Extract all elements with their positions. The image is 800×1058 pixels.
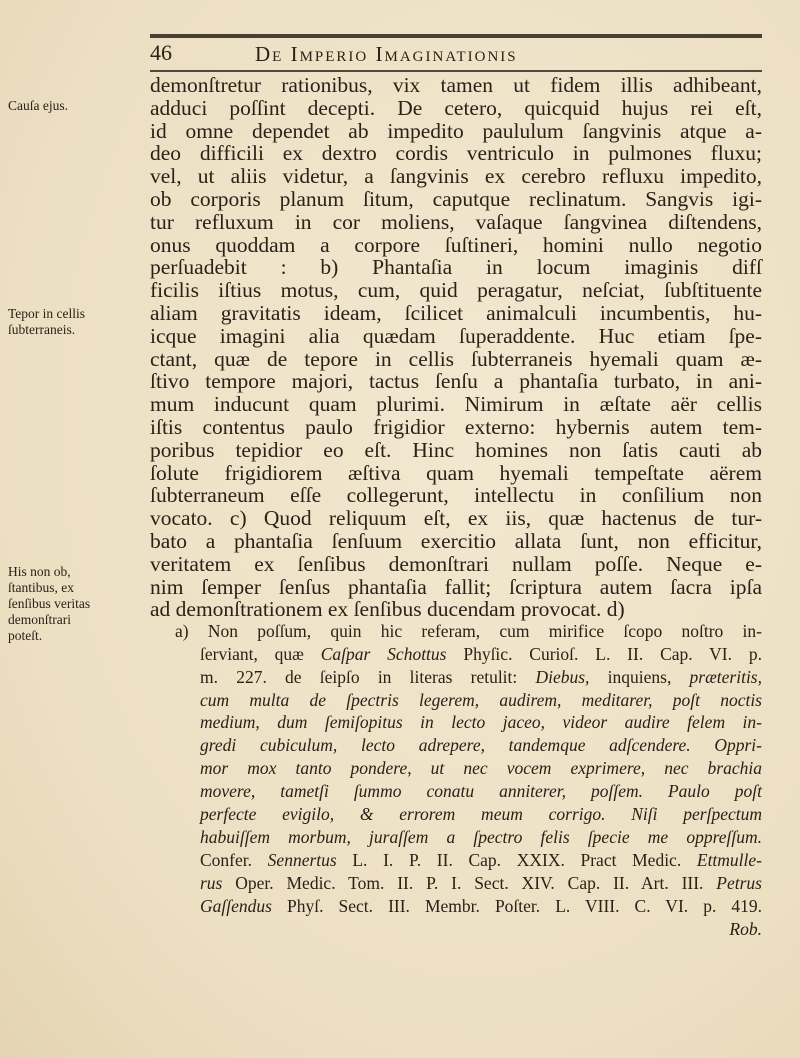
margin-note-line: Cauſa ejus. (8, 98, 68, 113)
text: inquiens, (589, 667, 690, 687)
margin-note-line: demonſtrari (8, 612, 71, 627)
footnote-line (200, 895, 762, 917)
margin-note-line: ſubterraneis. (8, 322, 76, 337)
body-line: bato a phantaſia ſenſuum exercitio allata ſunt, non efficitur, (150, 529, 762, 553)
text: Oper. Medic. Tom. II. P. I. Sect. XIV. Cap. II. Art. III. (222, 873, 717, 893)
text: Phyſ. Sect. III. Membr. Poſter. L. VIII. C. VI. p. 419. (271, 896, 762, 916)
body-line: ficilis iſtius motus, cum, quid peragatur, neſciat, ſubſtituente (150, 278, 762, 303)
body-line: nim ſemper ſenſus phantaſia fallit; ſcriptura autem ſacra ipſa (150, 574, 762, 599)
body-line: ſolute frigidiorem æſtiva quam hyemali tempeſtate aërem (150, 460, 762, 485)
margin-note-causa (8, 98, 148, 114)
page-number: 46 (150, 40, 172, 65)
header-rule-lower (150, 70, 762, 72)
margin-note-line: ſenſibus veritas (8, 596, 91, 611)
quote-text: mor mox tanto pondere, ut nec vocem exprimere, nec brachia (200, 758, 762, 778)
footnote-line (200, 826, 762, 848)
text: ſerviant, quæ (200, 644, 321, 664)
quote-text: habuiſſem morbum, juraſſem a ſpectro felis ſpecie me oppreſſum. (200, 827, 762, 847)
quote-text: gredi cubiculum, lecto adrepere, tandemque adſcendere. Oppri- (200, 735, 762, 755)
catchword-text: Rob. (729, 919, 762, 939)
margin-note-line: ſtantibus, ex (8, 580, 74, 595)
margin-note-his-non (8, 564, 148, 644)
footnote-line (200, 757, 762, 779)
body-line: ctant, quæ de tepore in cellis ſubterraneis hyemali quam æ- (150, 346, 762, 371)
footnote-line (200, 872, 762, 894)
quote-text: movere, tametſi ſummo conatu anniterer, poſſem. Paulo poſt (200, 781, 762, 801)
quote-text: cum multa de ſpectris legerem, audirem, meditarer, poſt noctis (200, 690, 762, 710)
margin-note-line: poteſt. (8, 628, 43, 643)
quote-text: medium, dum ſemiſopitus in lecto jaceo, videor audire felem in- (200, 712, 762, 732)
header-rule (150, 34, 762, 38)
body-line: poribus tepidior eo eſt. Hinc homines non ſatis cauti ab (150, 437, 762, 462)
text: Confer. (200, 850, 268, 870)
footnote-line (200, 711, 762, 733)
footnote-line (200, 734, 762, 756)
text: m. 227. de ſeipſo in literas retulit: (200, 667, 536, 687)
text: Phyſic. Curioſ. L. II. Cap. VI. p. (446, 644, 762, 664)
quote-text: præteritis, (689, 667, 762, 687)
body-line: icque imagini alia quædam ſuperaddente. Huc etiam ſpe- (150, 323, 762, 348)
footnote-line (200, 780, 762, 802)
body-line: onus quoddam a corpore ſuſtineri, homini nullo negotio (150, 232, 762, 257)
footnote-line (200, 666, 762, 688)
quote-text: Diebus, (535, 667, 590, 687)
margin-note-line: His non ob, (8, 564, 71, 579)
catchword (200, 918, 762, 940)
body-line: demonſtretur rationibus, vix tamen ut fidem illis adhibeant, (150, 73, 762, 97)
body-line: ob corporis planum ſitum, caputque reclinatum. Sangvis igi- (150, 187, 762, 211)
body-line: deo difficili ex dextro cordis ventriculo in pulmones fluxu; (150, 141, 762, 166)
body-line: ſtivo tempore majori, tactus ſenſu a phantaſia turbato, in ani- (150, 369, 762, 394)
quote-text: perfecte evigilo, & errorem meum corrigo. Niſi perſpectum (200, 804, 762, 824)
author-name: rus (200, 873, 223, 893)
body-line: adduci poſſint decepti. De cetero, quicquid hujus rei eſt, (150, 95, 762, 120)
body-line: tur refluxum in cor moliens, vaſaque ſangvinea diſtendens, (150, 209, 762, 234)
body-line: veritatem ex ſenſibus demonſtrari nullam poſſe. Neque e- (150, 551, 762, 576)
author-name: Caſpar Schottus (320, 644, 447, 664)
margin-note-line: Tepor in cellis (8, 306, 86, 321)
footnote-line (200, 643, 762, 665)
body-line: mum inducunt quam plurimi. Nimirum in æſtate aër cellis (150, 392, 762, 417)
margin-note-tepor (8, 306, 148, 338)
body-line: ad demonſtrationem ex ſenſibus ducendam provocat. d) (150, 597, 625, 622)
author-name: Sennertus (267, 850, 337, 870)
footnote-line (200, 849, 762, 871)
body-line: id omne dependet ab impedito paululum ſangvinis atque a- (150, 118, 762, 143)
body-line: iſtis contentus paulo frigidior externo: hybernis autem tem- (150, 415, 762, 439)
body-line: ſubterraneum eſſe collegerunt, intellectu in conſilium non (150, 483, 762, 508)
author-name: Petrus (716, 873, 762, 893)
running-title: De Imperio Imaginationis (255, 42, 518, 66)
footnote-line: a) Non poſſum, quin hic referam, cum mirifice ſcopo noſtro in- (175, 621, 762, 641)
text: L. I. P. II. Cap. XXIX. Pract Medic. (336, 850, 697, 870)
body-line: vel, ut aliis videtur, a ſangvinis ex cerebro refluxu impedito, (150, 164, 762, 189)
body-line: perſuadebit : b) Phantaſia in locum imaginis difſ (150, 255, 762, 280)
author-name: Ettmulle- (696, 850, 762, 870)
author-name: Gaſſendus (200, 896, 272, 916)
footnote-line (200, 689, 762, 711)
footnote-line (200, 803, 762, 825)
body-line: vocato. c) Quod reliquum eſt, ex iis, quæ hactenus de tur- (150, 506, 762, 531)
body-line: aliam gravitatis ideam, ſcilicet animalculi incumbentis, hu- (150, 301, 762, 325)
